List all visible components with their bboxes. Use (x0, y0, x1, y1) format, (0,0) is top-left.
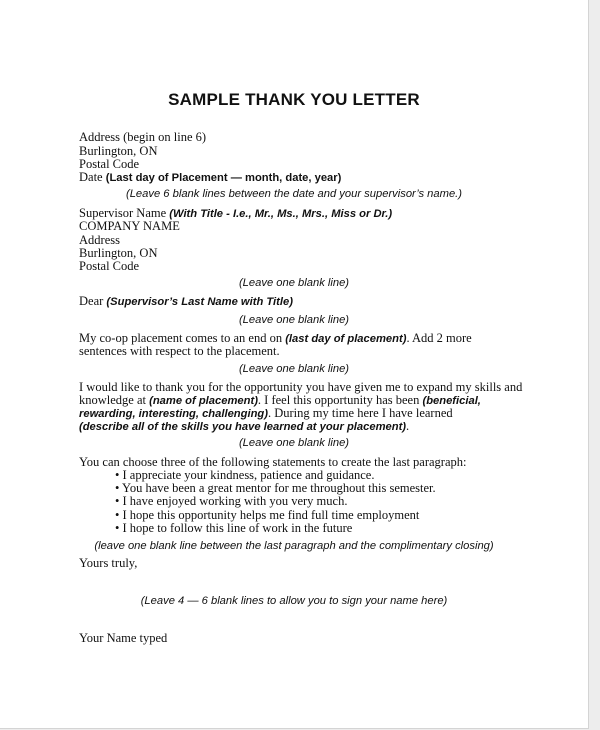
date-prefix: Date (79, 170, 106, 184)
list-item: • I hope this opportunity helps me find full time employment (115, 508, 420, 522)
para2-text-learned: . During my time here I have learned (267, 406, 453, 420)
salutation-prefix: Dear (79, 294, 107, 308)
para2-period: . (406, 419, 410, 433)
hint-blank-line-2: (Leave one blank line) (238, 314, 350, 326)
salutation-placeholder: (Supervisor’s Last Name with Title) (106, 296, 293, 308)
date-line (79, 171, 341, 185)
para1-text-c: . Add 2 more (406, 331, 472, 345)
list-item: • I have enjoyed working with you very much. (115, 494, 348, 508)
date-placeholder: (Last day of Placement — month, date, year) (105, 172, 342, 184)
para2-text-c: . I feel this opportunity has been (257, 393, 423, 407)
para2-text-a: knowledge at (79, 393, 150, 407)
letter-title: SAMPLE THANK YOU LETTER (168, 90, 420, 109)
recipient-company: COMPANY NAME (79, 219, 180, 233)
para3-intro: You can choose three of the following statements to create the last paragraph: (79, 455, 467, 469)
list-item: • You have been a great mentor for me throughout this semester. (115, 481, 436, 495)
recipient-name-prefix: Supervisor Name (79, 206, 170, 220)
adjectives-placeholder-end: rewarding, interesting, challenging) (79, 408, 268, 420)
placement-end-placeholder: (last day of placement) (285, 333, 407, 345)
para1-line2: sentences with respect to the placement. (79, 344, 280, 358)
sender-address: Address (begin on line 6) (79, 130, 207, 144)
hint-date-spacing: (Leave 6 blank lines between the date and your supervisor’s name.) (125, 188, 463, 200)
recipient-postal: Postal Code (79, 259, 140, 273)
hint-closing-spacing: (leave one blank line between the last paragraph and the complimentary closing) (94, 540, 494, 552)
adjectives-placeholder-start: (beneficial, (422, 395, 481, 407)
complimentary-closing: Yours truly, (79, 556, 138, 570)
list-item: • I hope to follow this line of work in the future (115, 521, 353, 535)
typed-name: Your Name typed (79, 631, 168, 645)
recipient-city: Burlington, ON (79, 246, 158, 260)
hint-blank-line-4: (Leave one blank line) (238, 437, 350, 449)
hint-signature-space: (Leave 4 — 6 blank lines to allow you to sign your name here) (140, 595, 448, 607)
hint-blank-line-1: (Leave one blank line) (238, 277, 350, 289)
list-item: • I appreciate your kindness, patience and guidance. (115, 468, 375, 482)
sender-postal: Postal Code (79, 157, 140, 171)
skills-placeholder: (describe all of the skills you have learned at your placement) (79, 421, 407, 433)
para1-text-a: My co-op placement comes to an end on (79, 331, 286, 345)
hint-blank-line-3: (Leave one blank line) (238, 363, 350, 375)
para2-line4 (79, 420, 409, 434)
para2-line1: I would like to thank you for the opportunity you have given me to expand my skills and (79, 380, 523, 394)
sender-city: Burlington, ON (79, 144, 158, 158)
recipient-address: Address (79, 233, 120, 247)
recipient-title-placeholder: (With Title - I.e., Mr., Ms., Mrs., Miss or Dr.) (169, 208, 393, 220)
placement-name-placeholder: (name of placement) (149, 395, 258, 407)
salutation (79, 295, 293, 309)
